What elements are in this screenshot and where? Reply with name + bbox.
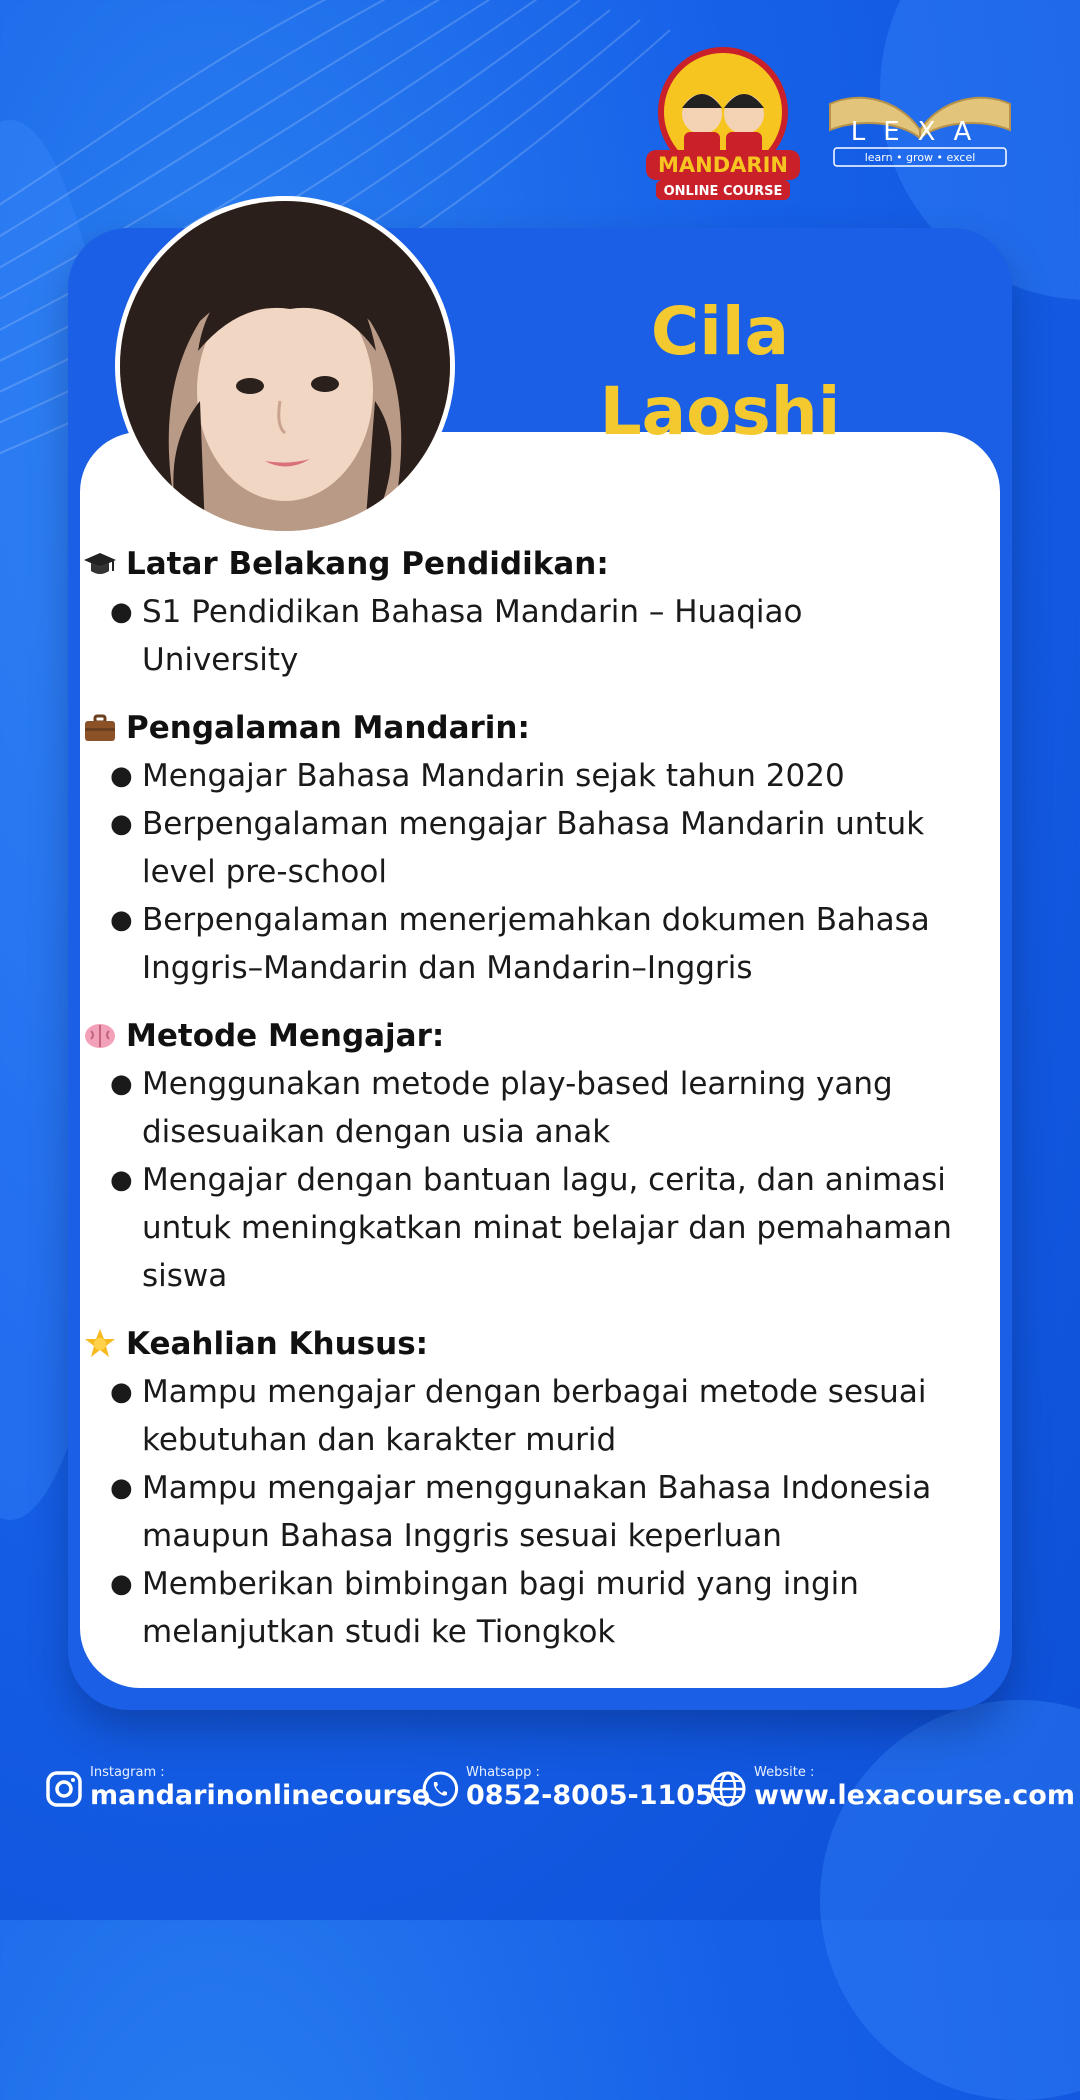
list-item: ● Berpengalaman mengajar Bahasa Mandarin untuk level pre-school (110, 806, 925, 890)
whatsapp-icon (420, 1769, 460, 1809)
globe-icon (708, 1769, 748, 1809)
list-item: ● Mengajar Bahasa Mandarin sejak tahun 2020 (110, 758, 845, 794)
svg-text:ONLINE COURSE: ONLINE COURSE (663, 184, 783, 199)
graduation-cap-icon (82, 546, 118, 582)
section-title: Metode Mengajar: (126, 1018, 445, 1054)
background-blob (820, 1700, 1080, 2100)
whatsapp-label: Whatsapp : (466, 1765, 540, 1780)
brain-icon (82, 1018, 118, 1054)
whatsapp-number: 0852-8005-1105 (466, 1780, 714, 1811)
list-item: ● Berpengalaman menerjemahkan dokumen Bahasa Inggris–Mandarin dan Mandarin–Inggris (110, 902, 930, 986)
section-title: Pengalaman Mandarin: (126, 710, 530, 746)
teacher-photo (115, 196, 455, 536)
website-label: Website : (754, 1765, 815, 1780)
svg-text:MANDARIN: MANDARIN (658, 153, 788, 177)
profile-details (82, 540, 1002, 1676)
instagram-icon (44, 1769, 84, 1809)
mandarin-online-course-logo (640, 42, 806, 202)
section-title: Keahlian Khusus: (126, 1326, 429, 1362)
svg-text:learn • grow • excel: learn • grow • excel (864, 151, 976, 164)
instagram-link[interactable] (44, 1766, 430, 1812)
list-item: ● S1 Pendidikan Bahasa Mandarin – Huaqiao University (110, 594, 803, 678)
whatsapp-link[interactable] (420, 1766, 714, 1812)
list-item: ● Mampu mengajar dengan berbagai metode sesuai kebutuhan dan karakter murid (110, 1374, 927, 1458)
section-experience (82, 704, 1002, 992)
website-url: www.lexacourse.com (754, 1780, 1075, 1811)
instagram-label: Instagram : (90, 1765, 165, 1780)
list-item: ● Menggunakan metode play-based learning yang disesuaikan dengan usia anak (110, 1066, 893, 1150)
list-item: ● Mengajar dengan bantuan lagu, cerita, dan animasi untuk meningkatkan minat belajar dan pemahaman siswa (110, 1162, 952, 1294)
instagram-handle: mandarinonlinecourse (90, 1780, 431, 1811)
section-teaching-method (82, 1012, 1002, 1300)
section-title: Latar Belakang Pendidikan: (126, 546, 609, 582)
briefcase-icon (82, 710, 118, 746)
list-item: ● Mampu mengajar menggunakan Bahasa Indonesia maupun Bahasa Inggris sesuai keperluan (110, 1470, 932, 1554)
list-item: ● Memberikan bimbingan bagi murid yang ingin melanjutkan studi ke Tiongkok (110, 1566, 859, 1650)
svg-text:LEXA: LEXA (850, 117, 990, 147)
star-icon (82, 1326, 118, 1362)
section-education (82, 540, 1002, 684)
lexa-logo (820, 60, 1020, 180)
teacher-name: Cila Laoshi (599, 293, 841, 450)
website-link[interactable] (708, 1766, 1075, 1812)
contact-footer (0, 1766, 1080, 1836)
section-special-skills (82, 1320, 1002, 1656)
